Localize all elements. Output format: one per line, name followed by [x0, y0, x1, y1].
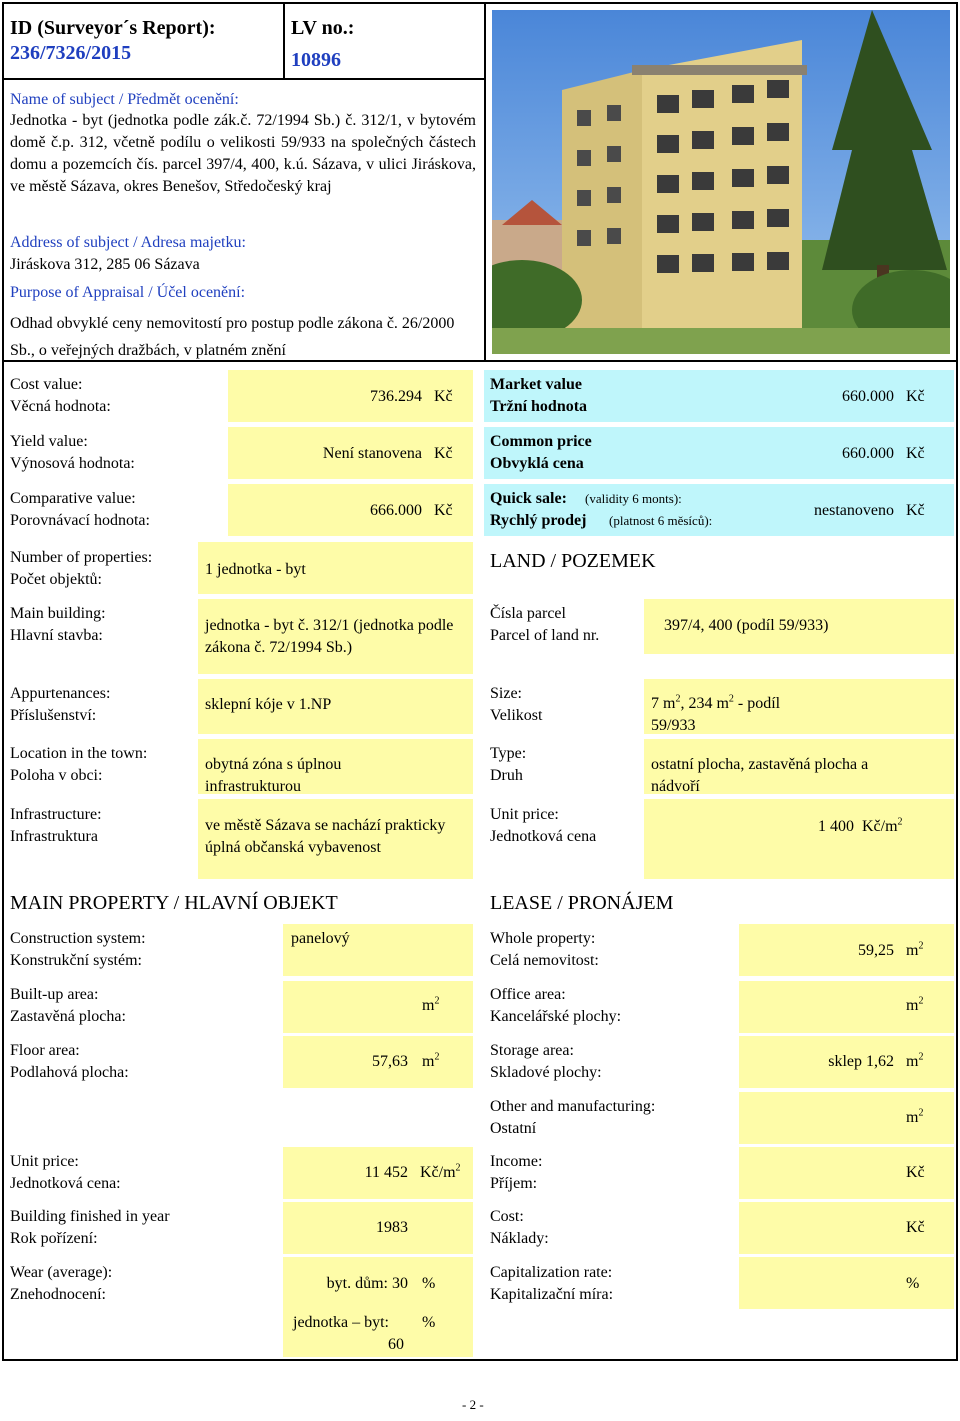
size-val [651, 693, 780, 715]
costlease-en: Cost: [490, 1208, 524, 1225]
uprice-number: 1 400 [818, 818, 854, 835]
bu-unit-text: m [422, 997, 435, 1014]
other-unit [906, 1107, 923, 1129]
fa-unit [422, 1051, 439, 1073]
storage-en: Storage area: [490, 1042, 574, 1059]
wear-cz: Znehodnocení: [10, 1286, 106, 1303]
yield-val: Není stanovena [322, 445, 422, 462]
size-en: Size: [490, 685, 522, 702]
uprice-en: Unit price: [490, 806, 559, 823]
land-title: LAND / POZEMEK [490, 550, 656, 572]
wear-en: Wear (average): [10, 1264, 113, 1281]
other-unit-text: m [906, 1109, 919, 1126]
office-unit [906, 995, 923, 1017]
market-unit: Kč [906, 388, 925, 405]
main-cz: Hlavní stavba: [10, 627, 103, 644]
size-cz: Velikost [490, 707, 543, 724]
infra-cz: Infrastruktura [10, 828, 98, 845]
page-number: - 2 - [462, 1397, 484, 1412]
quick-unit: Kč [906, 502, 925, 519]
by-cz: Rok pořízení: [10, 1230, 98, 1247]
cap-en: Capitalization rate: [490, 1264, 613, 1281]
type-val: ostatní plocha, zastavěná plocha a nádvoří [651, 756, 869, 795]
wear-unit2: % [422, 1314, 436, 1331]
cost-val: 736.294 [370, 388, 422, 405]
main-val: jednotka - byt č. 312/1 (jednotka podle zákona č. 72/1994 Sb.) [205, 617, 454, 656]
other-sup: 2 [918, 1107, 924, 1119]
cs-val: panelový [291, 930, 350, 947]
whole-val: 59,25 [858, 942, 894, 959]
bu-unit [422, 995, 439, 1017]
building-photo [492, 10, 950, 354]
wear-cell [283, 1257, 473, 1357]
lv-label: LV no.: [291, 17, 355, 39]
fa-val: 57,63 [372, 1053, 408, 1070]
purpose-label: Purpose of Appraisal / Účel ocenění: [10, 284, 246, 301]
uprice-sup: 2 [897, 816, 903, 828]
yield-en: Yield value: [10, 433, 88, 450]
loc-val: obytná zóna s úplnou infrastrukturou [205, 756, 342, 795]
uprice-unit: Kč/m [862, 818, 898, 835]
costlease-unit: Kč [906, 1219, 925, 1236]
fa-cz: Podlahová plocha: [10, 1064, 129, 1081]
app-en: Appurtenances: [10, 685, 111, 702]
income-en: Income: [490, 1153, 543, 1170]
wear-val2b: 60 [388, 1336, 404, 1353]
infra-en: Infrastructure: [10, 806, 102, 823]
office-cz: Kancelářské plochy: [490, 1008, 622, 1025]
app-val: sklepní kóje v 1.NP [205, 696, 332, 713]
quick-cz-small: (platnost 6 měsíců): [609, 513, 713, 528]
num-en: Number of properties: [10, 549, 153, 566]
lv-value: 10896 [291, 49, 341, 71]
quick-en-small: (validity 6 monts): [585, 491, 682, 506]
up-val: 11 452 [364, 1164, 408, 1181]
parcel-cz: Čísla parcel [490, 605, 566, 622]
cost-en: Cost value: [10, 376, 83, 393]
cost-cz: Věcná hodnota: [10, 398, 111, 415]
quick-val: nestanoveno [814, 502, 894, 519]
whole-sup: 2 [918, 940, 924, 952]
storage-unit-text: m [906, 1053, 919, 1070]
market-val: 660.000 [842, 388, 894, 405]
storage-val: sklep 1,62 [828, 1053, 894, 1070]
bu-cell [283, 981, 473, 1033]
common-cz: Obvyklá cena [490, 455, 584, 472]
comp-cz: Porovnávací hodnota: [10, 512, 150, 529]
id-value: 236/7326/2015 [10, 42, 132, 64]
other-cz: Ostatní [490, 1120, 537, 1137]
whole-unit-text: m [906, 942, 919, 959]
size-val-a: 7 m [651, 695, 676, 712]
fa-sup: 2 [434, 1051, 440, 1063]
up-unit-text: Kč/m [420, 1164, 456, 1181]
main-property-title: MAIN PROPERTY / HLAVNÍ OBJEKT [10, 892, 338, 914]
num-cz: Počet objektů: [10, 571, 102, 588]
bu-sup: 2 [434, 995, 440, 1007]
cost-unit: Kč [434, 388, 453, 405]
office-unit-text: m [906, 997, 919, 1014]
income-unit: Kč [906, 1164, 925, 1181]
infra-val: ve městě Sázava se nachází prakticky úplná občanská vybavenost [205, 817, 446, 856]
uprice-cz: Jednotková cena [490, 828, 597, 845]
common-val: 660.000 [842, 445, 894, 462]
whole-en: Whole property: [490, 930, 596, 947]
address-label: Address of subject / Adresa majetku: [10, 234, 246, 251]
size-val-c: - podíl [733, 695, 781, 712]
cs-en: Construction system: [10, 930, 146, 947]
office-sup: 2 [918, 995, 924, 1007]
bu-en: Built-up area: [10, 986, 99, 1003]
uprice-val [818, 816, 903, 838]
other-en: Other and manufacturing: [490, 1098, 656, 1115]
comp-unit: Kč [434, 502, 453, 519]
uprice-cell [644, 799, 954, 879]
cap-cell [739, 1257, 954, 1309]
fa-en: Floor area: [10, 1042, 80, 1059]
storage-cz: Skladové plochy: [490, 1064, 602, 1081]
by-val: 1983 [376, 1219, 408, 1236]
whole-unit [906, 940, 923, 962]
cs-cz: Konstrukční systém: [10, 952, 142, 969]
lease-title: LEASE / PRONÁJEM [490, 892, 674, 914]
wear-val1: byt. dům: 30 [326, 1275, 408, 1292]
office-en: Office area: [490, 986, 566, 1003]
parcel-en: Parcel of land nr. [490, 627, 600, 644]
up-unit [420, 1162, 461, 1184]
bu-cz: Zastavěná plocha: [10, 1008, 126, 1025]
cap-cz: Kapitalizační míra: [490, 1286, 614, 1303]
type-cz: Druh [490, 767, 523, 784]
parcel-val: 397/4, 400 (podíl 59/933) [664, 617, 829, 634]
yield-cz: Výnosová hodnota: [10, 455, 135, 472]
comp-en: Comparative value: [10, 490, 136, 507]
wear-val2a: jednotka – byt: [293, 1314, 389, 1331]
cap-unit: % [906, 1275, 920, 1292]
storage-unit [906, 1051, 923, 1073]
size-val-b: , 234 m [680, 695, 729, 712]
address-text: Jiráskova 312, 285 06 Sázava [10, 256, 200, 273]
type-en: Type: [490, 745, 527, 762]
size-sup-1: 2 [675, 693, 681, 705]
costlease-cz: Náklady: [490, 1230, 549, 1247]
up-sup: 2 [455, 1162, 461, 1174]
wear-unit1: % [422, 1275, 436, 1292]
quick-cz: Rychlý prodej [490, 512, 587, 529]
id-label: ID (Surveyor´s Report): [10, 17, 216, 39]
up-en: Unit price: [10, 1153, 79, 1170]
income-cz: Příjem: [490, 1175, 538, 1192]
quick-en: Quick sale: [490, 490, 567, 507]
main-en: Main building: [10, 605, 106, 622]
subject-name-label: Name of subject / Předmět ocenění: [10, 91, 239, 108]
size-sup-2: 2 [728, 693, 734, 705]
up-cz: Jednotková cena: [10, 1175, 121, 1192]
storage-sup: 2 [918, 1051, 924, 1063]
size-val-d: 59/933 [651, 717, 696, 734]
market-cz: Tržní hodnota [490, 398, 588, 415]
common-en: Common price [490, 433, 592, 450]
fa-unit-text: m [422, 1053, 435, 1070]
app-cz: Příslušenství: [10, 707, 97, 724]
comp-val: 666.000 [370, 502, 422, 519]
market-en: Market value [490, 376, 582, 393]
num-val: 1 jednotka - byt [205, 561, 306, 578]
subject-name-text: Jednotka - byt (jednotka podle zák.č. 72/1994 Sb.) č. 312/1, v bytovém domě č.p. 312, včetně podílu o velikosti 59/933 na společných částech domu a pozemcích čís. parcel 397/4, 400, k.ú. Sázava, v ulici Jiráskova, ve městě Sázava, okres Benešov, Středočeský kraj [10, 112, 476, 195]
by-en: Building finished in year [10, 1208, 170, 1225]
purpose-text: Odhad obvyklé ceny nemovitostí pro postup podle zákona č. 26/2000 Sb., o veřejných dražbách, v platném znění [10, 315, 455, 359]
loc-en: Location in the town: [10, 745, 148, 762]
loc-cz: Poloha v obci: [10, 767, 103, 784]
common-unit: Kč [906, 445, 925, 462]
yield-unit: Kč [434, 445, 453, 462]
whole-cz: Celá nemovitost: [490, 952, 599, 969]
